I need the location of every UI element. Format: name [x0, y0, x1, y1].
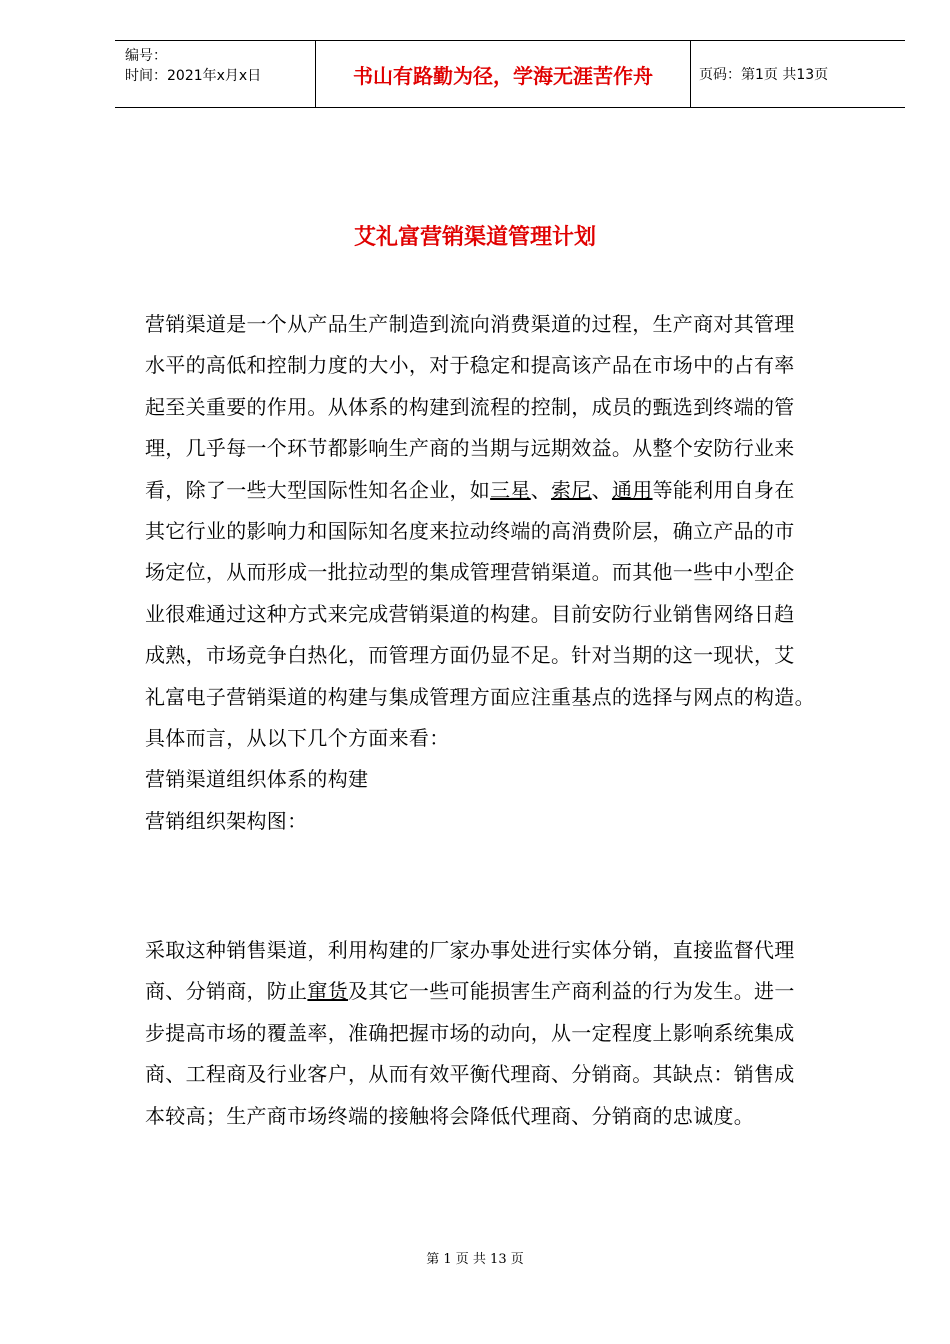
page-info-text: 页码：第1页 共13页 — [699, 67, 829, 83]
text-line-with-links — [145, 470, 865, 511]
paragraph-2 — [145, 930, 865, 1137]
text-line: 商、工程商及行业客户，从而有效平衡代理商、分销商。其缺点：销售成 — [145, 1062, 795, 1087]
text-line: 营销渠道是一个从产品生产制造到流向消费渠道的过程，生产商对其管理 — [145, 312, 795, 336]
text-line: 采取这种销售渠道，利用构建的厂家办事处进行实体分销，直接监督代理 — [145, 938, 795, 962]
text-line: 水平的高低和控制力度的大小，对于稳定和提高该产品在市场中的占有率 — [145, 353, 795, 378]
header-motto: 书山有路勤为径，学海无涯苦作舟 — [315, 41, 691, 107]
link-cuanhuo[interactable]: 窜货 — [307, 979, 349, 1004]
text-line: 本较高；生产商市场终端的接触将会降低代理商、分销商的忠诚度。 — [145, 1103, 754, 1128]
text-line: 理，几乎每一个环节都影响生产商的当期与远期效益。从整个安防行业来 — [145, 436, 795, 461]
text-line: 具体而言，从以下几个方面来看： — [145, 726, 450, 751]
text-segment: 、 — [530, 477, 552, 502]
paragraph-1 — [145, 304, 865, 842]
text-line: 业很难通过这种方式来完成营销渠道的构建。目前安防行业销售网络日趋 — [145, 601, 795, 626]
time-label: 时间：2021年x月x日 — [125, 68, 262, 84]
link-sony[interactable]: 索尼 — [551, 477, 592, 502]
link-samsung[interactable]: 三星 — [490, 477, 531, 502]
text-line: 成熟，市场竞争白热化，而管理方面仍显不足。针对当期的这一现状，艾 — [145, 643, 795, 668]
text-segment: 商、分销商，防止 — [145, 979, 308, 1004]
link-ge[interactable]: 通用 — [611, 477, 653, 502]
text-line: 礼富电子营销渠道的构建与集成管理方面应注重基点的选择与网点的构造。 — [145, 684, 815, 709]
number-label: 编号： — [125, 48, 167, 64]
text-segment: 及其它一些可能损害生产商利益的行为发生。进一 — [348, 979, 795, 1004]
page-footer: 第 1 页 共 13 页 — [426, 1252, 524, 1267]
text-line: 起至关重要的作用。从体系的构建到流程的控制，成员的甄选到终端的管 — [145, 394, 795, 419]
text-segment: 等能利用自身在 — [652, 477, 795, 502]
document-title: 艾礼富营销渠道管理计划 — [353, 225, 596, 250]
text-segment: 、 — [591, 477, 612, 502]
text-segment: 看，除了一些大型国际性知名企业，如 — [145, 477, 491, 502]
section-heading: 营销组织架构图： — [145, 808, 308, 833]
text-line-with-link — [145, 971, 865, 1012]
text-line: 其它行业的影响力和国际知名度来拉动终端的高消费阶层，确立产品的市 — [145, 519, 795, 544]
header-meta — [115, 41, 315, 107]
section-heading: 营销渠道组织体系的构建 — [145, 767, 369, 792]
header-page-info — [691, 41, 905, 107]
page-header — [115, 40, 905, 108]
text-line: 场定位，从而形成一批拉动型的集成管理营销渠道。而其他一些中小型企 — [145, 560, 795, 585]
text-line: 步提高市场的覆盖率，准确把握市场的动向，从一定程度上影响系统集成 — [145, 1020, 795, 1045]
